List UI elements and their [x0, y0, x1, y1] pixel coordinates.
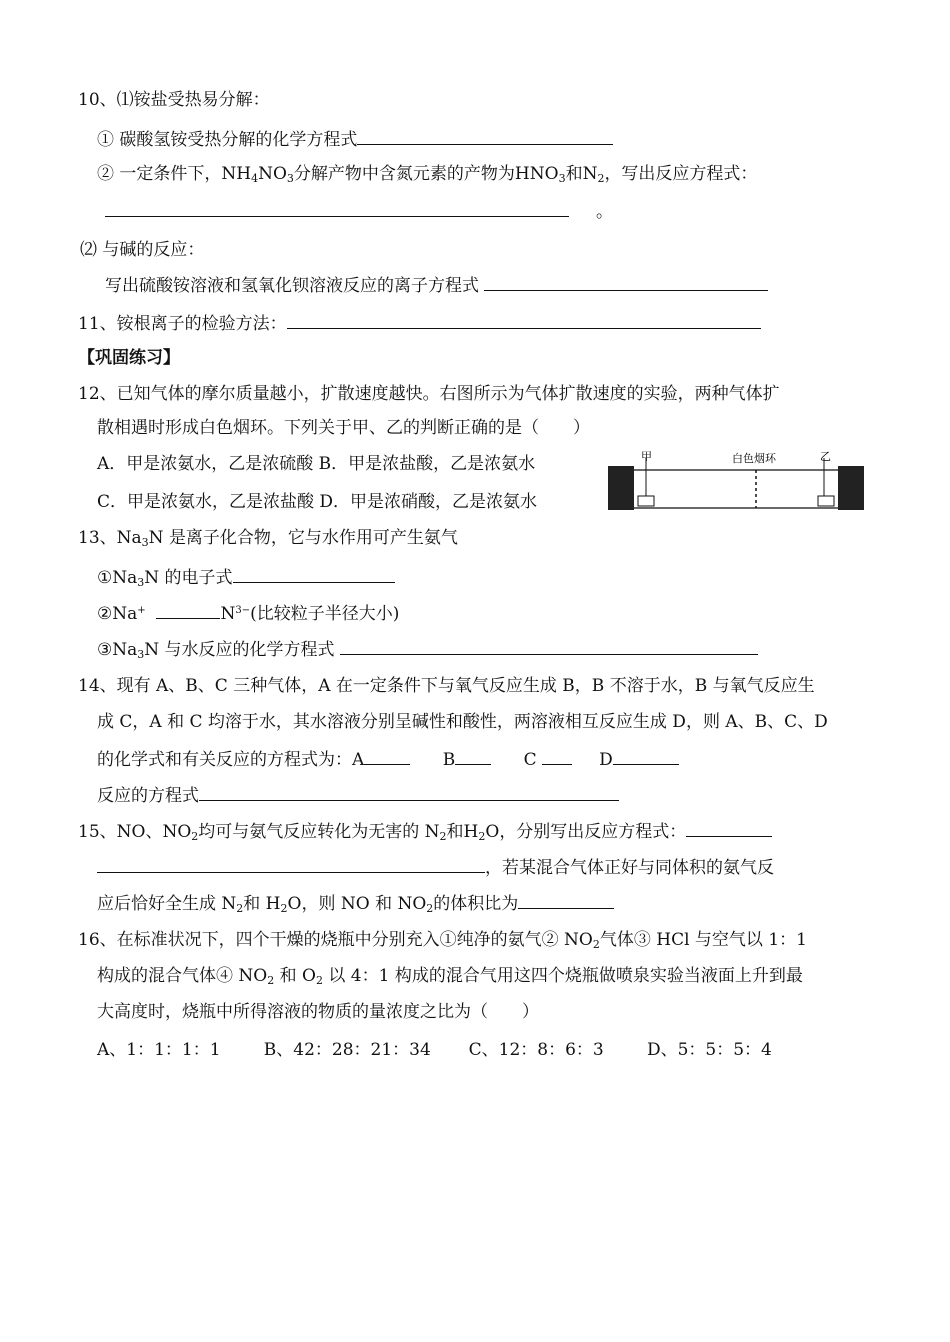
q14-label-b: B [442, 750, 456, 770]
diffusion-figure [608, 448, 864, 514]
q10-line2-text-a: ② 一定条件下， [97, 164, 222, 184]
q15-line3-a: 应后恰好全生成 [97, 894, 216, 914]
q10-sub2: ⑵ 与碱的反应： [80, 240, 205, 260]
q16-line3: 大高度时，烧瓶中所得溶液的物质的量浓度之比为（ ） [97, 1002, 539, 1022]
q13-item3-text: 与水反应的化学方程式 [164, 640, 335, 660]
q15-line1-a: 15、NO、 [78, 822, 163, 842]
answer-blank[interactable] [364, 746, 410, 765]
q10-line2: ② 一定条件下，$NH_4NO_3$分解产物中含氮元素的产物为$HNO_3$和$N_2$，写出反应方程式： [97, 164, 758, 185]
answer-blank[interactable] [357, 126, 613, 145]
q13-item2: ②Na+ $N^{3-}$(比较粒子半径大小) [97, 600, 399, 626]
q15-line3-d: 的体积比为 [433, 894, 519, 914]
label-yi: 乙 [820, 450, 831, 463]
q12-line2: 散相遇时形成白色烟环。下列关于甲、乙的判断正确的是（ ） [97, 418, 590, 438]
q10-line1-text: ① 碳酸氢铵受热分解的化学方程式 [97, 130, 358, 150]
label-jia: 甲 [641, 450, 652, 463]
answer-blank[interactable] [613, 746, 679, 765]
q10-line3-text: 写出硫酸铵溶液和氢氧化钡溶液反应的离子方程式 [105, 276, 479, 296]
q13-line1-text: 是离子化合物，它与水作用可产生氨气 [168, 528, 458, 548]
q10-line2-text-d: ，写出反应方程式： [604, 164, 758, 184]
q13-number: 13、 [78, 528, 117, 548]
section-title: 【巩固练习】 [78, 348, 180, 368]
q15-line1-c: 和 [446, 822, 464, 842]
q15-line3-b: 和 [243, 894, 261, 914]
q16-option-d: D、5：5：5：4 [646, 1040, 772, 1060]
circle-3: ③ [97, 640, 113, 660]
q14-line1: 14、现有 A、B、C 三种气体，A 在一定条件下与氧气反应生成 B，B 不溶于水，B 与氧气反应生 [78, 676, 815, 696]
period: 。 [596, 202, 614, 222]
left-stopper [608, 466, 634, 510]
left-cotton [638, 496, 654, 506]
q16-line2-a: 构成的混合气体④ [97, 966, 233, 986]
q13-item2-text: (比较粒子半径大小) [250, 604, 400, 624]
right-stopper [838, 466, 864, 510]
q10-line2-answer [105, 198, 613, 224]
q13-item1-text: 的电子式 [164, 568, 233, 588]
q14-line3 [97, 746, 679, 772]
answer-blank[interactable] [340, 636, 758, 655]
q16-option-b: B、42：28：21：34 [263, 1040, 431, 1060]
q10-line3 [105, 272, 768, 298]
q16-line2-b: 和 [279, 966, 297, 986]
q14-label-c: C [523, 750, 537, 770]
q14-line4-text: 反应的方程式 [97, 786, 199, 806]
q14-label-a: A [352, 750, 365, 770]
q14-line2: 成 C，A 和 C 均溶于水，其水溶液分别呈碱性和酸性，两溶液相互反应生成 D，则 A、B、C、D [97, 712, 828, 732]
q16-options [97, 1038, 772, 1062]
label-smoke-ring: 白色烟环 [732, 452, 776, 465]
answer-blank[interactable] [156, 600, 220, 619]
q13-item3: $③Na_3N$ 与水反应的化学方程式 [97, 636, 758, 662]
q15-line2-text: ，若某混合气体正好与同体积的氨气反 [485, 858, 774, 878]
circle-1: ① [97, 568, 113, 588]
q16-line2-c: 以 4：1 构成的混合气用这四个烧瓶做喷泉实验当液面上升到最 [328, 966, 803, 986]
q12-options-cd: C．甲是浓氨水，乙是浓盐酸 D．甲是浓硝酸，乙是浓氨水 [97, 492, 538, 512]
q16-line1-b: 气体③ HCl 与空气以 1：1 [599, 930, 807, 950]
q15-line2 [97, 854, 774, 880]
q12-options-ab: A．甲是浓氨水，乙是浓硫酸 B．甲是浓盐酸，乙是浓氨水 [97, 454, 536, 474]
right-cotton [818, 496, 834, 506]
q13-line1: 13、$Na_3N$ 是离子化合物，它与水作用可产生氨气 [78, 528, 458, 549]
q10-line2-text-c: 和 [565, 164, 583, 184]
q16-option-a: A、1：1：1：1 [97, 1040, 221, 1060]
q11 [78, 310, 761, 336]
q14-label-d: D [599, 750, 613, 770]
q16-line1: 16、在标准状况下，四个干燥的烧瓶中分别充入①纯净的氨气② $NO_2$气体③ HCl 与空气以 1：1 [78, 930, 807, 951]
answer-blank[interactable] [518, 890, 614, 909]
q11-text: 11、铵根离子的检验方法： [78, 314, 287, 334]
q12-line1: 12、已知气体的摩尔质量越小，扩散速度越快。右图所示为气体扩散速度的实验，两种气体扩 [78, 384, 780, 404]
diffusion-figure-svg [608, 448, 864, 514]
answer-blank[interactable] [233, 564, 395, 583]
q10-title: 10、⑴铵盐受热易分解： [78, 90, 270, 110]
answer-blank[interactable] [97, 854, 485, 873]
answer-blank[interactable] [455, 746, 491, 765]
answer-blank[interactable] [542, 746, 572, 765]
answer-blank[interactable] [484, 272, 768, 291]
q16-line1-a: 16、在标准状况下，四个干燥的烧瓶中分别充入①纯净的氨气② [78, 930, 559, 950]
q15-line1-d: ，分别写出反应方程式： [499, 822, 687, 842]
answer-blank[interactable] [105, 198, 569, 217]
q14-line4 [97, 782, 619, 808]
answer-blank[interactable] [199, 782, 619, 801]
q15-line1-b: 均可与氨气反应转化为无害的 [198, 822, 420, 842]
q16-option-c: C、12：8：6：3 [468, 1040, 604, 1060]
q10-line2-text-b: 分解产物中含氮元素的产物为 [293, 164, 515, 184]
q10-line1 [97, 126, 613, 152]
answer-blank[interactable] [287, 310, 761, 329]
q13-item1: $①Na_3N$ 的电子式 [97, 564, 395, 590]
q15-line3: 应后恰好全生成 $N_2$和 $H_2O$，则 NO 和 $NO_2$的体积比为 [97, 890, 614, 916]
q15-line1: 15、NO、$NO_2$均可与氨气反应转化为无害的 $N_2$和$H_2O$，分别写出反应方程式： [78, 818, 772, 844]
answer-blank[interactable] [686, 818, 772, 837]
q16-line2: 构成的混合气体④ $NO_2$ 和 $O_2$ 以 4：1 构成的混合气用这四个烧瓶做喷泉实验当液面上升到最 [97, 966, 803, 987]
q15-line3-c: ，则 NO 和 [301, 894, 393, 914]
q14-line3-text: 的化学式和有关反应的方程式为： [97, 750, 352, 770]
